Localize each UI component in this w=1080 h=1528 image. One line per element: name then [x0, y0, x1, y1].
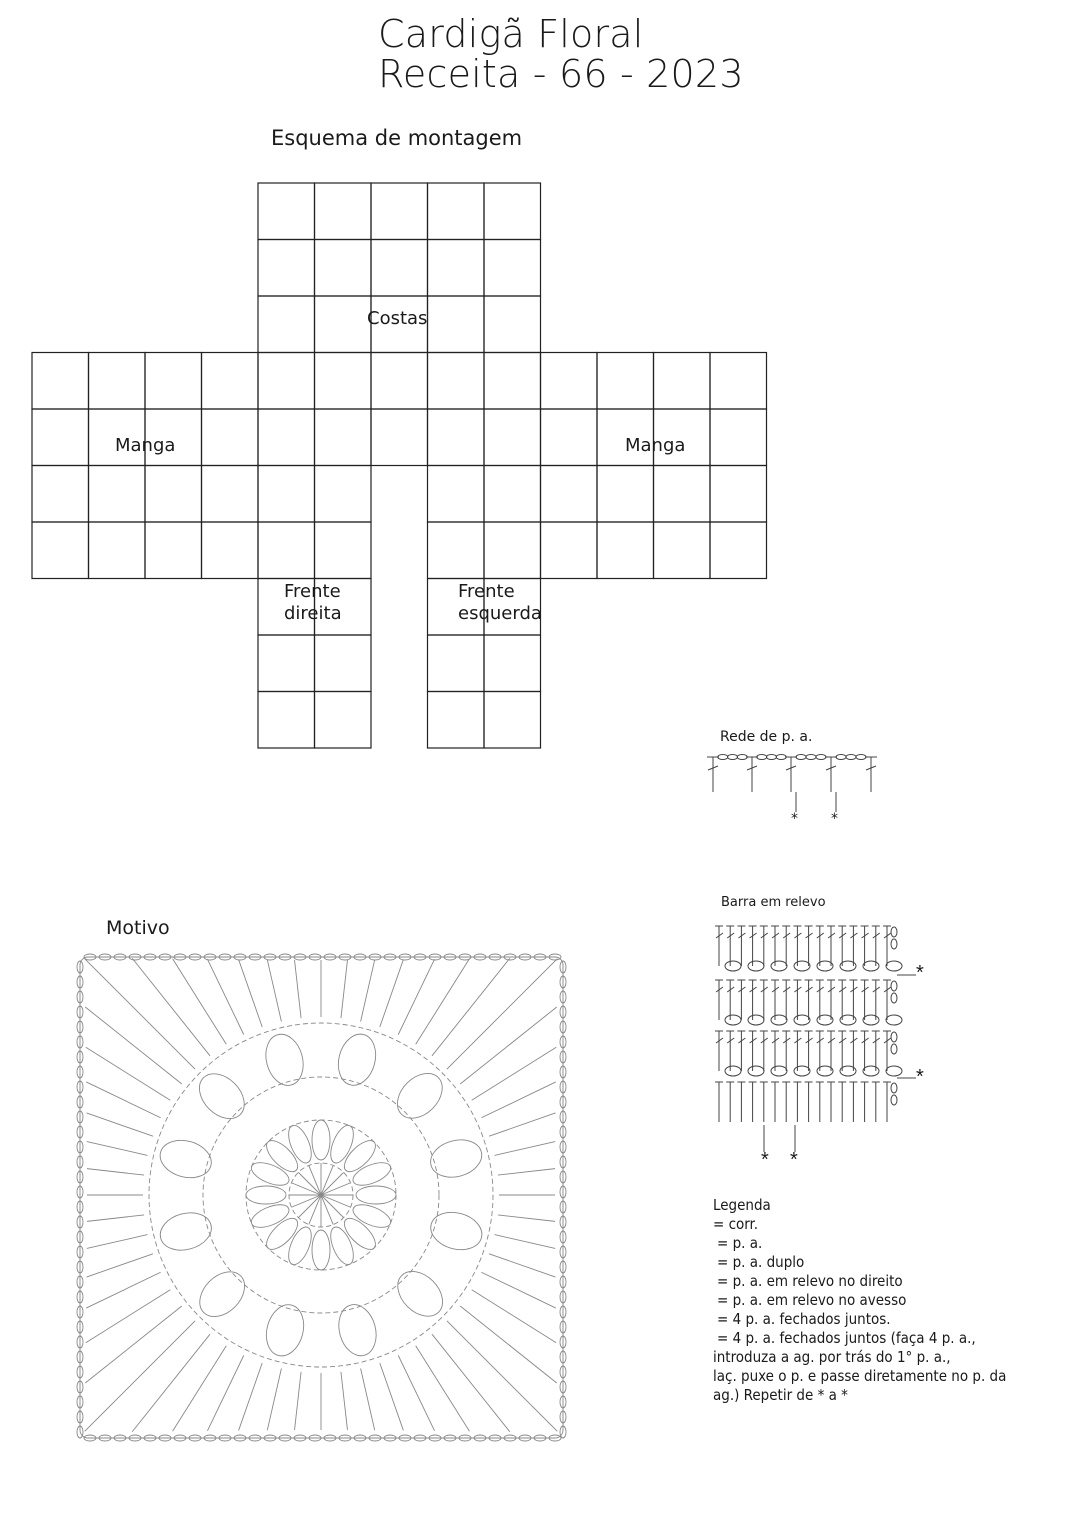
rede-star-2: *: [831, 811, 838, 827]
cluster-petal: [246, 1186, 286, 1204]
stitch-symbol: [87, 1235, 148, 1249]
cluster-petal: [350, 1158, 394, 1190]
stitch-symbol: [87, 1142, 148, 1156]
label-frente-direita-line1: Frente: [284, 581, 341, 602]
stitch-symbol: [432, 1334, 510, 1432]
cluster-petal: [312, 1230, 330, 1270]
stitch-symbol: [341, 960, 348, 1018]
stitch-symbol: [380, 1363, 404, 1430]
cluster-petal: [284, 1122, 316, 1166]
label-frente-esquerda-line1: Frente: [458, 581, 515, 602]
center-spoke: [298, 1195, 321, 1218]
motivo-stitches: [77, 954, 566, 1441]
stitch-symbol: [447, 959, 557, 1069]
cluster-petal: [261, 1301, 309, 1361]
stitch-symbol: [87, 1169, 144, 1175]
stitch-symbol: [267, 1369, 281, 1431]
cluster-petal: [248, 1200, 292, 1232]
barra-title: Barra em relevo: [721, 895, 826, 910]
stitch-symbol: [295, 960, 302, 1018]
legend: [713, 1196, 1058, 1405]
assembly-heading: Esquema de montagem: [271, 126, 523, 150]
stitch-symbol: [239, 1363, 263, 1430]
label-costas: Costas: [367, 308, 428, 329]
stitch-symbol: [495, 1142, 556, 1156]
cluster-petal: [248, 1158, 292, 1190]
motivo-title: Motivo: [106, 917, 170, 939]
label-frente-direita-line2: direita: [284, 603, 342, 624]
stitch-symbol: [173, 1346, 227, 1432]
stitch-symbol: [472, 1290, 557, 1343]
stitch-symbol: [87, 1113, 153, 1136]
stitch-symbol: [447, 1321, 557, 1431]
stitch-symbol: [341, 1372, 348, 1430]
stitch-symbol: [87, 1254, 153, 1277]
legend-item: = corr.: [713, 1215, 758, 1233]
legend-item: = 4 p. a. fechados juntos (faça 4 p. a.,: [717, 1329, 976, 1347]
label-frente-esquerda-line2: esquerda: [458, 603, 542, 624]
legend-item: introduza a ag. por trás do 1° p. a.,: [713, 1348, 951, 1366]
barra-star-row-2: *: [916, 1066, 924, 1088]
cluster-petal: [326, 1122, 358, 1166]
cluster-petal: [156, 1135, 216, 1183]
label-manga-right: Manga: [625, 435, 686, 456]
label-manga-left: Manga: [115, 435, 176, 456]
stitch-symbol: [495, 1235, 556, 1249]
cluster-petal: [260, 1030, 308, 1090]
cluster-petal: [333, 1030, 381, 1090]
legend-item: = p. a. duplo: [717, 1253, 805, 1271]
legend-item: = 4 p. a. fechados juntos.: [717, 1310, 891, 1328]
stitch-symbol: [85, 1321, 195, 1431]
stitch-symbol: [85, 959, 195, 1069]
center-spoke: [321, 1195, 344, 1218]
rede-title: Rede de p. a.: [720, 729, 813, 745]
legend-item: laç. puxe o p. e passe diretamente no p. da: [713, 1367, 1007, 1385]
stitch-symbol: [432, 958, 510, 1056]
stitch-symbol: [87, 1215, 144, 1221]
stitch-symbol: [85, 1007, 182, 1084]
cluster-petal: [312, 1120, 330, 1160]
motivo-border: [80, 957, 563, 1438]
center-spoke: [298, 1172, 321, 1195]
stitch-symbol: [173, 959, 227, 1045]
legend-title: Legenda: [713, 1196, 771, 1214]
barra-star-col-2: *: [790, 1149, 798, 1171]
cluster-petal: [389, 1065, 451, 1127]
legend-item: = p. a. em relevo no direito: [717, 1272, 903, 1290]
stitch-symbol: [489, 1254, 555, 1277]
stitch-symbol: [489, 1113, 555, 1136]
title-line-2: Receita - 66 - 2023: [378, 52, 744, 96]
legend-item: = p. a. em relevo no avesso: [717, 1291, 907, 1309]
cluster-petal: [191, 1065, 253, 1127]
stitch-symbol: [86, 1047, 171, 1100]
stitch-symbol: [267, 960, 281, 1022]
cluster-petal: [284, 1224, 316, 1268]
cluster-petal: [426, 1134, 486, 1182]
cluster-petal: [350, 1200, 394, 1232]
barra-star-row-1: *: [916, 962, 924, 984]
stitch-symbol: [380, 960, 404, 1027]
stitch-symbol: [361, 960, 375, 1022]
cluster-petal: [156, 1207, 216, 1255]
stitch-symbol: [132, 1334, 210, 1432]
stitch-symbol: [472, 1047, 557, 1100]
stitch-symbol: [361, 1369, 375, 1431]
cluster-petal: [333, 1300, 381, 1360]
barra-star-col-1: *: [761, 1149, 769, 1171]
legend-item: ag.) Repetir de * a *: [713, 1386, 848, 1404]
stitch-symbol: [498, 1169, 555, 1175]
cluster-petal: [427, 1207, 487, 1255]
title-line-1: Cardigã Floral: [378, 12, 644, 56]
rede-star-1: *: [791, 811, 798, 827]
stitch-symbol: [239, 960, 263, 1027]
stitch-symbol: [86, 1290, 171, 1343]
stitch-symbol: [132, 958, 210, 1056]
cluster-petal: [191, 1263, 253, 1325]
stitch-symbol: [295, 1372, 302, 1430]
stitch-symbol: [416, 1346, 470, 1432]
cluster-petal: [356, 1186, 396, 1204]
stitch-symbol: [498, 1215, 555, 1221]
stitch-symbol: [460, 1007, 557, 1084]
stitch-symbol: [416, 959, 470, 1045]
legend-item: = p. a.: [717, 1234, 763, 1252]
center-spoke: [321, 1172, 344, 1195]
cluster-petal: [389, 1263, 451, 1325]
stitch-symbol: [85, 1306, 182, 1383]
cluster-petal: [326, 1224, 358, 1268]
stitch-symbol: [460, 1306, 557, 1383]
